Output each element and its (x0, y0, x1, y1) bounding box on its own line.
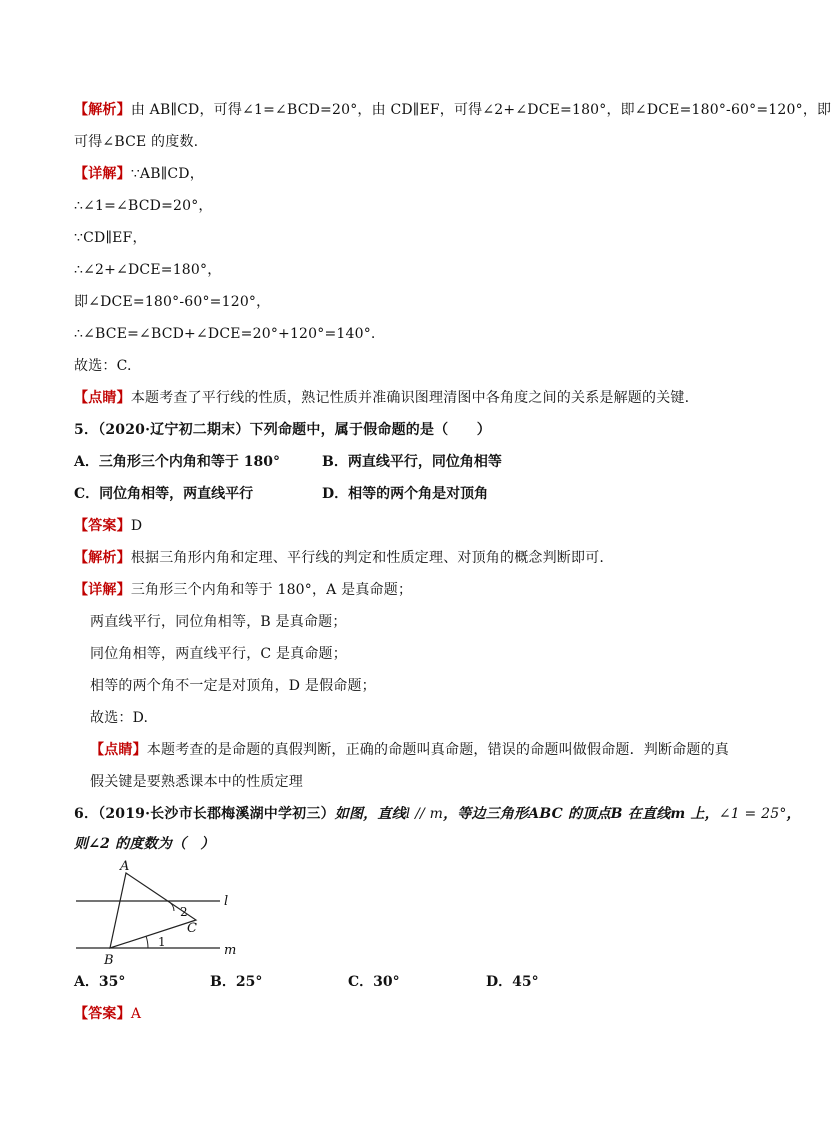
q5-option-b: B．两直线平行，同位角相等 (322, 454, 502, 470)
analysis-tag: 【解析】 (74, 102, 131, 118)
detail-step: ∵AB∥CD， (130, 166, 204, 182)
comment-4 (74, 388, 689, 408)
detail-step: 即∠DCE=180°-60°=120°， (74, 294, 271, 310)
q6-stem-text: 如图，直线 (334, 806, 406, 822)
q5-comment-line-1 (90, 740, 729, 760)
detail-step: 故选：D. (90, 710, 149, 726)
q6-option-c: C．30° (348, 974, 400, 990)
answer-tag: 【答案】 (74, 1006, 131, 1022)
q6-stem-end: ， (786, 806, 801, 822)
q5-comment-line-2: 假关键是要熟悉课本中的性质定理 (90, 774, 303, 790)
q6-option-b: B．25° (210, 974, 263, 990)
detail-step: 同位角相等，两直线平行，C 是真命题； (90, 646, 347, 662)
answer-value: A (130, 1006, 142, 1022)
detail-step: ∴∠2+∠DCE=180°， (74, 262, 222, 278)
analysis-tag: 【解析】 (74, 550, 131, 566)
question-6-stem (74, 804, 801, 824)
q5-option-a: A．三角形三个内角和等于 180° (74, 454, 280, 470)
geometry-figure (70, 856, 240, 968)
question-5-stem: 5．（2020·辽宁初二期末）下列命题中，属于假命题的是（ ） (74, 422, 491, 438)
answer-tag: 【答案】 (74, 518, 131, 534)
q5-option-d: D．相等的两个角是对顶角 (322, 486, 489, 502)
label-angle-1: 1 (158, 935, 166, 949)
question-6-stem-line-2: 则∠2 的度数为（ ） (74, 836, 215, 852)
label-c: C (187, 921, 197, 936)
choice-4: 故选：C. (74, 358, 132, 374)
label-m: m (224, 943, 237, 958)
answer-value: D (130, 518, 143, 534)
q6-stem-mid: ，等边三角形ABC 的顶点B 在直线m 上， (443, 806, 719, 822)
q5-detail-line-1 (74, 580, 412, 600)
detail-tag: 【详解】 (74, 582, 131, 598)
detail-step: ∴∠1=∠BCD=20°， (74, 198, 213, 214)
q6-source: 6．（2019·长沙市长郡梅溪湖中学初三） (74, 806, 335, 822)
detail-step: 两直线平行，同位角相等，B 是真命题； (90, 614, 347, 630)
analysis-text: 由 AB∥CD，可得∠1=∠BCD=20°，由 CD∥EF，可得∠2+∠DCE=180°，即∠DCE=180°-60°=120°，即 (130, 102, 831, 118)
label-a: A (120, 859, 130, 874)
detail-step: 三角形三个内角和等于 180°，A 是真命题； (130, 582, 413, 598)
label-l: l (224, 894, 229, 909)
detail-step: 相等的两个角不一定是对顶角，D 是假命题； (90, 678, 376, 694)
q5-option-c: C．同位角相等，两直线平行 (74, 486, 254, 502)
angle-1-arc (146, 936, 148, 948)
q5-analysis (74, 548, 604, 568)
analysis-4-line-1 (74, 100, 831, 120)
detail-step: ∵CD∥EF， (74, 230, 147, 246)
detail-tag: 【详解】 (74, 166, 131, 182)
comment-text: 本题考查的是命题的真假判断，正确的命题叫真命题，错误的命题叫做假命题．判断命题的真 (146, 742, 730, 758)
analysis-text: 根据三角形内角和定理、平行线的判定和性质定理、对顶角的概念判断即可. (130, 550, 605, 566)
detail-step: ∴∠BCE=∠BCD+∠DCE=20°+120°=140°. (74, 326, 376, 342)
q6-option-d: D．45° (486, 974, 539, 990)
label-angle-2: 2 (180, 905, 188, 919)
comment-text: 本题考查了平行线的性质，熟记性质并准确识图理清图中各角度之间的关系是解题的关键. (130, 390, 690, 406)
comment-tag: 【点睛】 (74, 390, 131, 406)
q6-answer (74, 1004, 141, 1024)
q6-option-a: A．35° (74, 974, 126, 990)
detail-4-line-1 (74, 164, 204, 184)
q5-answer (74, 516, 142, 536)
q6-parallel-expr: l // m (405, 806, 444, 822)
comment-tag: 【点睛】 (90, 742, 147, 758)
q6-angle-expr: ∠1 = 25° (718, 806, 787, 822)
analysis-4-line-2: 可得∠BCE 的度数. (74, 134, 199, 150)
label-b: B (104, 953, 114, 968)
